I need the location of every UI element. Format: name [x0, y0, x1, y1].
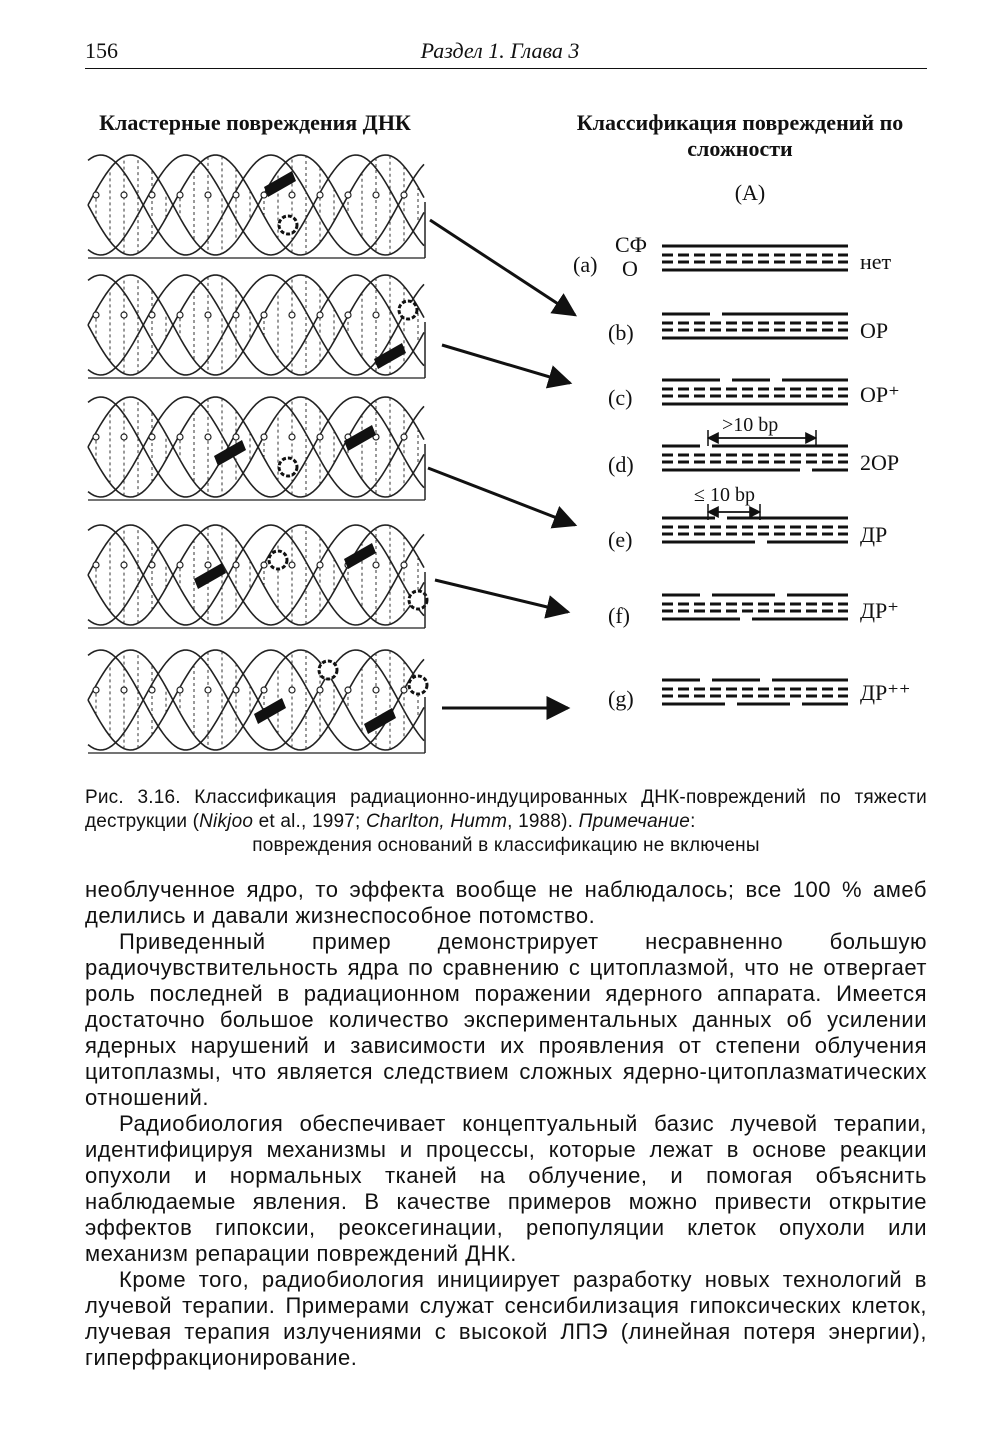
caption-note-colon: :	[690, 811, 696, 832]
nucleotide	[401, 687, 407, 693]
arrow	[430, 220, 575, 315]
damage-type-e: ДР	[860, 522, 888, 547]
base-damage-mark	[269, 551, 287, 569]
nucleotide	[261, 434, 267, 440]
nucleotide	[345, 312, 351, 318]
nucleotide	[289, 562, 295, 568]
row-label-f: (f)	[608, 603, 630, 628]
nucleotide	[177, 434, 183, 440]
nucleotide	[317, 562, 323, 568]
helix-panel	[88, 155, 425, 258]
nucleotide	[261, 192, 267, 198]
nucleotide	[121, 687, 127, 693]
caption-last-line: повреждения оснований в классификацию не включены	[252, 835, 760, 856]
strand-diagram-row	[662, 595, 848, 619]
nucleotide	[205, 562, 211, 568]
body-text	[85, 877, 927, 1371]
nucleotide	[233, 687, 239, 693]
figure-caption	[85, 786, 927, 858]
strand-diagram-row	[662, 380, 848, 404]
nucleotide	[233, 192, 239, 198]
strand-break-mark	[374, 343, 406, 369]
damage-type-b: ОР	[860, 318, 889, 343]
base-damage-mark	[279, 458, 297, 476]
nucleotide	[149, 434, 155, 440]
nucleotide	[289, 687, 295, 693]
arrow	[435, 580, 568, 612]
damage-type-c: ОР⁺	[860, 382, 900, 407]
nucleotide	[149, 312, 155, 318]
nucleotide	[345, 192, 351, 198]
nucleotide	[205, 312, 211, 318]
helix-panel	[88, 397, 425, 500]
caption-prefix: Рис. 3.16. Классификация радиационно-индуцированных ДНК-повреждений по тяжести деструкции (	[85, 787, 927, 832]
nucleotide	[373, 687, 379, 693]
nucleotide	[177, 562, 183, 568]
paragraph-2: Приведенный пример демонстрирует несравненно большую радиочувствительность ядра по сравнению с цитоплазмой, что не отвергает роль последней в радиационном поражении ядерного аппарата. Имеется достаточно большое количество экспериментальных данных об усилении ядерных нарушений и зависимости их проявления от степени облучения цитоплазмы, что является следствием сложных ядерно-цитоплазматических отношений.	[85, 929, 927, 1110]
nucleotide	[93, 562, 99, 568]
nucleotide	[373, 192, 379, 198]
nucleotide	[401, 562, 407, 568]
caption-author-1: Nikjoo	[199, 811, 254, 832]
row-label-e: (e)	[608, 527, 633, 552]
page-number: 156	[85, 38, 118, 63]
row-label-b: (b)	[608, 320, 634, 345]
nucleotide	[233, 312, 239, 318]
strand-diagrams	[662, 246, 848, 704]
nucleotide	[261, 562, 267, 568]
nucleotide	[121, 312, 127, 318]
right-figure-heading: Классификация повреждений по сложности	[576, 110, 904, 162]
nucleotide	[177, 312, 183, 318]
nucleotide	[317, 192, 323, 198]
nucleotide	[289, 192, 295, 198]
nucleotide	[93, 434, 99, 440]
base-damage-mark	[409, 676, 427, 694]
row-label-g: (g)	[608, 686, 634, 711]
distance-gt-10bp: >10 bp	[722, 414, 779, 436]
nucleotide	[317, 434, 323, 440]
helix-panel	[88, 275, 425, 378]
nucleotide	[233, 562, 239, 568]
nucleotide	[401, 434, 407, 440]
nucleotide	[205, 434, 211, 440]
nucleotide	[289, 434, 295, 440]
nucleotide	[177, 687, 183, 693]
nucleotide	[93, 312, 99, 318]
legend-o: О	[622, 256, 638, 281]
running-title: Раздел 1. Глава 3	[420, 38, 580, 63]
row-label-a: (a)	[573, 252, 598, 277]
nucleotide	[205, 687, 211, 693]
nucleotide	[233, 434, 239, 440]
nucleotide	[345, 687, 351, 693]
dna-helix-panels	[88, 155, 427, 753]
caption-author-2: Charlton, Humm	[366, 811, 508, 832]
damage-type-d: 2ОР	[860, 450, 900, 475]
nucleotide	[149, 562, 155, 568]
nucleotide	[261, 312, 267, 318]
arrow	[442, 345, 570, 383]
damage-type-a: нет	[860, 249, 892, 274]
base-damage-mark	[279, 216, 297, 234]
left-figure-heading: Кластерные повреждения ДНК	[99, 110, 411, 135]
caption-note-label: Примечание	[578, 811, 691, 832]
paragraph-1: необлученное ядро, то эффекта вообще не наблюдалось; все 100 % амеб делились и давали жизнеспособное потомство.	[85, 877, 927, 928]
paragraph-3: Радиобиология обеспечивает концептуальный базис лучевой терапии, идентифицируя механизмы и процессы, которые лежат в основе реакции опухоли и нормальных тканей на облучение, и помогая объяснить наблюдаемые явления. В качестве примеров можно привести открытие эффектов гипоксии, реоксегинации, репопуляции клеток опухоли или механизм репарации повреждений ДНК.	[85, 1111, 927, 1266]
row-label-d: (d)	[608, 452, 634, 477]
nucleotide	[93, 687, 99, 693]
nucleotide	[317, 687, 323, 693]
nucleotide	[205, 192, 211, 198]
damage-type-g: ДР⁺⁺	[860, 680, 911, 705]
strand-diagram-row	[662, 518, 848, 542]
arrow	[428, 468, 575, 525]
nucleotide	[121, 192, 127, 198]
distance-le-10bp: ≤ 10 bp	[694, 484, 755, 506]
nucleotide	[93, 192, 99, 198]
nucleotide	[401, 192, 407, 198]
nucleotide	[317, 312, 323, 318]
damage-type-f: ДР⁺	[860, 598, 899, 623]
helix-panel	[88, 650, 427, 753]
strand-diagram-row	[662, 446, 848, 470]
legend-sf: СФ	[615, 232, 648, 257]
paragraph-4: Кроме того, радиобиология инициирует разработку новых технологий в лучевой терапии. Примерами служат сенсибилизация гипоксических клеток, лучевая терапия излучениями с высокой ЛПЭ (линейная потеря энергии), гиперфракционирование.	[85, 1267, 927, 1370]
nucleotide	[121, 562, 127, 568]
panel-label: (A)	[734, 180, 766, 205]
strand-diagram-row	[662, 314, 848, 338]
caption-mid-1: et al., 1997;	[253, 811, 366, 832]
base-damage-mark	[319, 661, 337, 679]
base-damage-mark	[399, 301, 417, 319]
nucleotide	[373, 562, 379, 568]
strand-diagram-row	[662, 246, 848, 270]
nucleotide	[373, 312, 379, 318]
helix-panel	[88, 525, 427, 628]
nucleotide	[261, 687, 267, 693]
classification-arrows	[428, 220, 575, 708]
strand-diagram-row	[662, 680, 848, 704]
nucleotide	[149, 192, 155, 198]
nucleotide	[121, 434, 127, 440]
nucleotide	[177, 192, 183, 198]
row-label-c: (c)	[608, 385, 633, 410]
nucleotide	[289, 312, 295, 318]
nucleotide	[149, 687, 155, 693]
caption-mid-2: , 1988).	[507, 811, 579, 832]
